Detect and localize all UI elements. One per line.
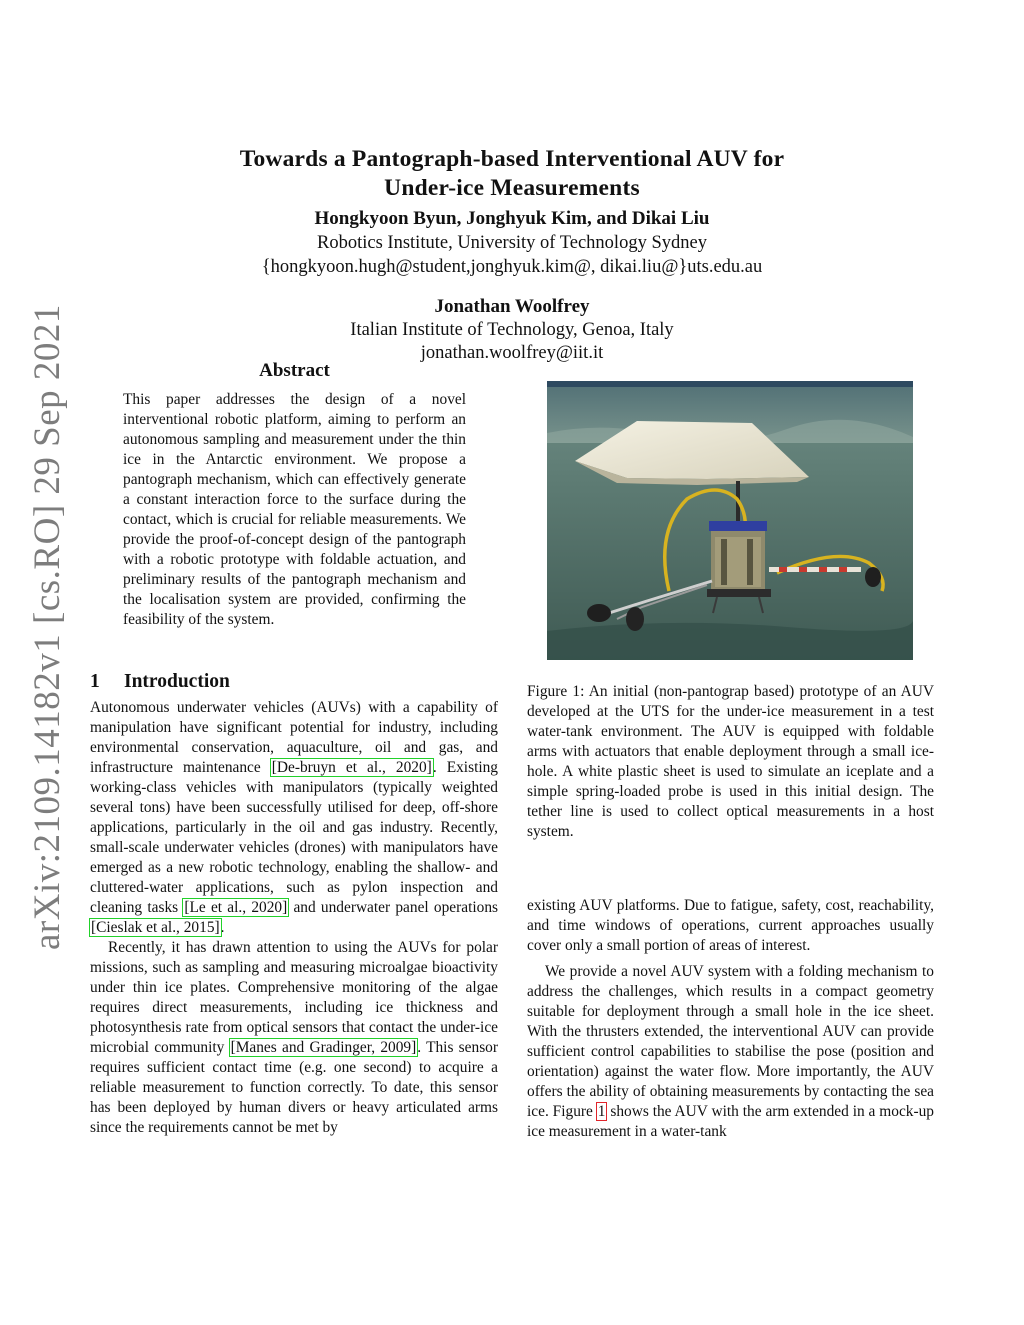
section-number: 1	[90, 671, 100, 692]
right-column-text	[527, 896, 934, 1142]
title-line-1: Towards a Pantograph-based Interventional AUV for	[239, 146, 785, 172]
intro-p1-text-b: . Existing working-class vehicles with manipulators (typically weighted several tons) have been successfully utilised for deep, off-shore applications, particularly in the oil and gas industry. Recently, small-scale underwater vehicles (drones) with manipulators have emerged as a new robotic technology, enabling the shallow- and cluttered-water applications, such as pylon inspection and cleaning tasks	[90, 759, 499, 916]
intro-p1-text-a: Autonomous underwater vehicles (AUVs) with a capability of manipulation have significant potential for industry, including environmental conservation, aquaculture, oil and gas, and infrastructure maintenance	[90, 699, 498, 776]
intro-p2-text-b: . This sensor requires sufficient contact time (e.g. one second) to acquire a reliable measurement to function correctly. To date, this sensor has been deployed by human divers or heavy articulated arms since the requirements cannot be met by	[90, 1039, 499, 1136]
figure-1-photo	[547, 381, 913, 660]
right-paragraph-1: existing AUV platforms. Due to fatigue, safety, cost, reachability, and time windows of operations, current approaches usually cover only a small portion of areas of interest.	[527, 897, 934, 954]
figure-1-caption: Figure 1: An initial (non-pantograp based) prototype of an AUV developed at the UTS for the under-ice measurement in a test water-tank environment. The AUV is equipped with foldable arms with actuators that enable deployment through a small ice-hole. A white plastic sheet is used to simulate an iceplate and a simple spring-loaded probe is used in this initial design. The tether line is used to collect optical measurements in a host system.	[527, 683, 934, 840]
author-list-2: Jonathan Woolfrey	[434, 296, 590, 317]
intro-p1-text-d: .	[220, 919, 225, 936]
abstract-heading: Abstract	[259, 360, 330, 381]
right-paragraph-2	[527, 962, 934, 1142]
citation-link-manes-2009[interactable]: [Manes and Gradinger, 2009]	[230, 1039, 417, 1056]
author-list-1: Hongkyoon Byun, Jonghyuk Kim, and Dikai Liu	[314, 208, 710, 229]
email-2: jonathan.woolfrey@iit.it	[420, 343, 604, 363]
left-column-text	[90, 698, 498, 1138]
paper-title	[150, 145, 874, 203]
affiliation-1: Robotics Institute, University of Technology Sydney	[317, 233, 707, 253]
figure-reference-link[interactable]: 1	[597, 1103, 606, 1120]
intro-p2-text-a: Recently, it has drawn attention to using the AUVs for polar missions, such as sampling and measuring microalgae bioactivity under thin ice plates. Comprehensive monitoring of the algae requires direct measurements, including ice thickness and photosynthesis rate from optical sensors that contact the under-ice microbial community	[90, 939, 498, 1056]
citation-link-cieslak-2015[interactable]: [Cieslak et al., 2015]	[91, 919, 220, 936]
citation-link-le-2020[interactable]: [Le et al., 2020]	[184, 899, 288, 916]
underwater-auv-illustration	[547, 381, 913, 660]
affiliation-2: Italian Institute of Technology, Genoa, Italy	[350, 320, 674, 340]
email-1: {hongkyoon.hugh@student,jonghyuk.kim@, dikai.liu@}uts.edu.au	[261, 257, 763, 277]
abstract-body: This paper addresses the design of a novel interventional robotic platform, aiming to perform an autonomous sampling and measurement under the thin ice in the Antarctic environment. We propose a pantograph mechanism, which can effectively generate a constant interaction force to the surface during the contact, which is crucial for reliable measurements. We provide the proof-of-concept design of the pantograph with a robotic prototype with foldable actuation, and preliminary results of the pantograph mechanism and the localisation system are provided, confirming the feasibility of the system.	[123, 391, 466, 628]
right-p2-text-a: We provide a novel AUV system with a folding mechanism to address the challenges, which results in a compact geometry suitable for deployment through a small hole in the ice sheet. With the thrusters extended, the interventional AUV can provide sufficient control capabilities to stabilise the pose (position and orientation) against the water flow. More importantly, the AUV offers the ability of obtaining measurements by contacting the sea ice. Figure	[527, 963, 934, 1120]
right-p2-text-b: shows the AUV with the arm extended in a mock-up ice measurement in a water-tank	[527, 1103, 934, 1140]
intro-paragraph-2	[90, 938, 498, 1138]
intro-paragraph-1	[90, 698, 498, 938]
section-heading-introduction	[90, 671, 498, 693]
intro-p1-text-c: and underwater panel operations	[288, 899, 499, 916]
arxiv-identifier-stamp: arXiv:2109.14182v1 [cs.RO] 29 Sep 2021	[27, 304, 68, 950]
citation-link-debruyn-2020[interactable]: [De-bruyn et al., 2020]	[271, 759, 432, 776]
section-title: Introduction	[124, 671, 230, 692]
title-line-2: Under-ice Measurements	[384, 175, 640, 201]
